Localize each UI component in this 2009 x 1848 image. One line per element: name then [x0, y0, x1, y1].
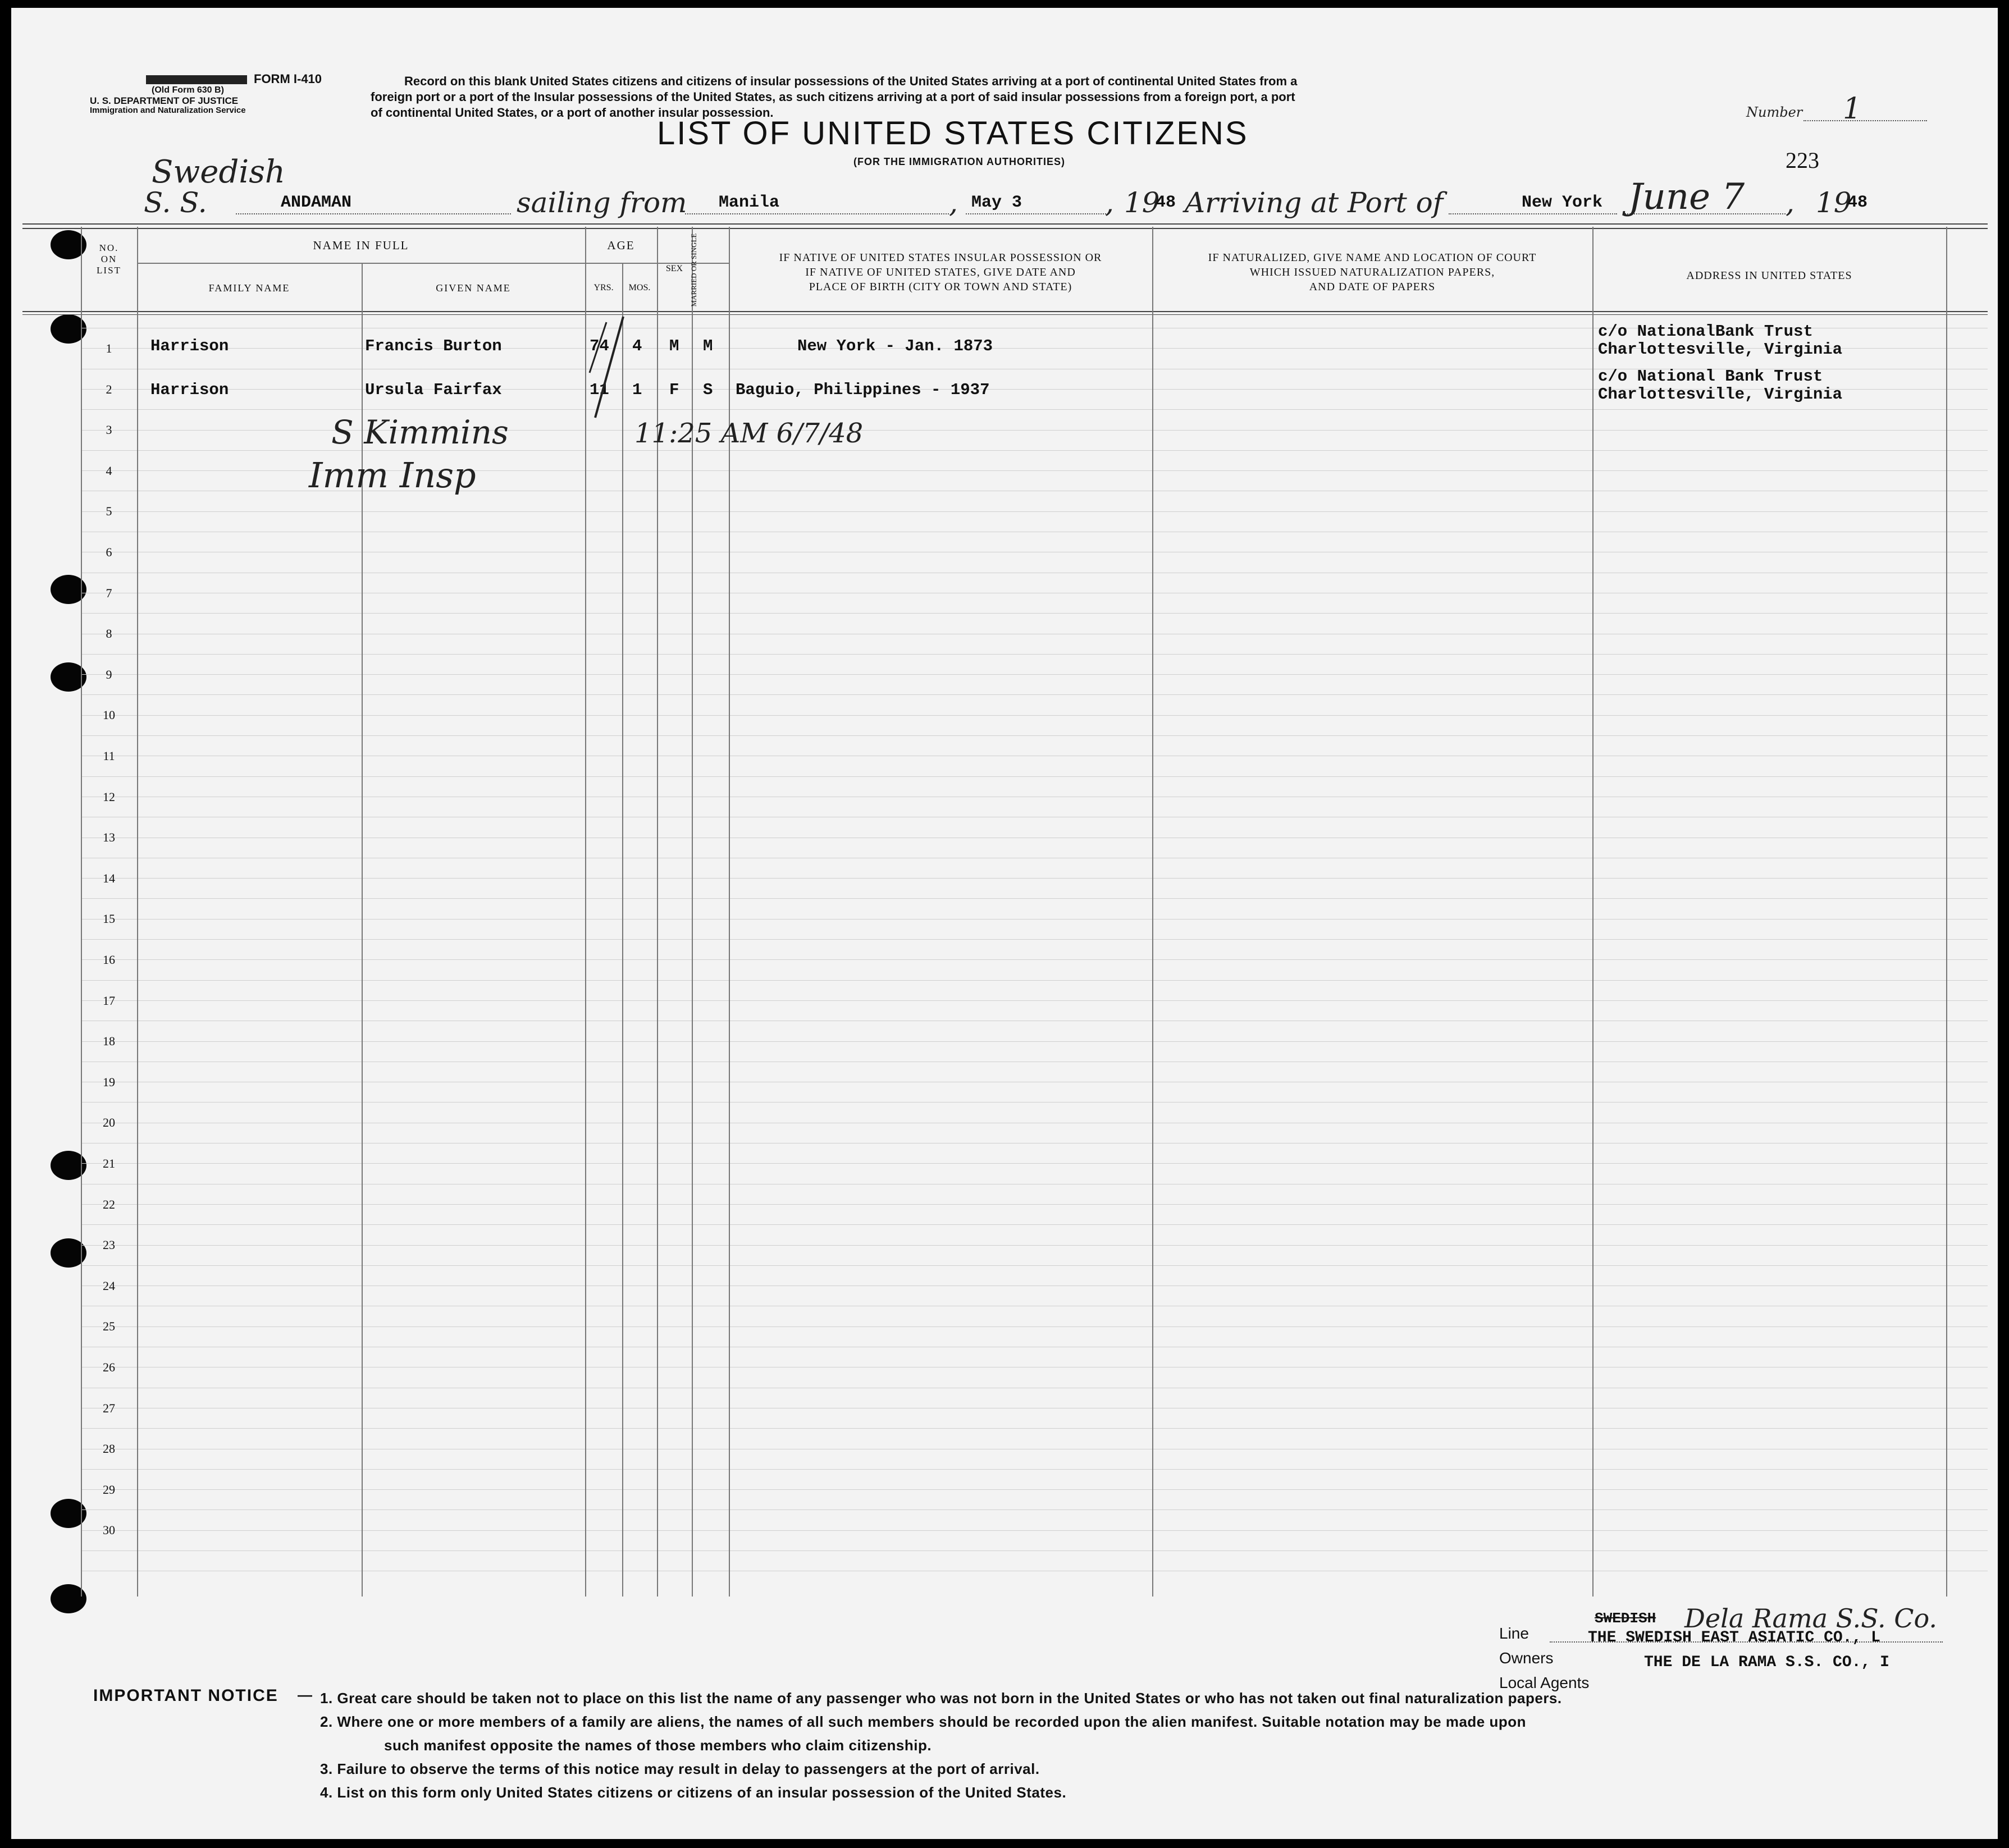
sex: M	[669, 337, 679, 355]
col-divider	[585, 227, 586, 1597]
col-divider	[622, 264, 623, 1597]
manifest-page	[11, 8, 1998, 1839]
notice-title: IMPORTANT NOTICE	[93, 1686, 278, 1705]
ruled-line	[81, 939, 1988, 940]
row-number: 12	[103, 789, 115, 804]
ruled-line	[81, 1224, 1988, 1225]
row-number: 8	[106, 626, 112, 641]
age-months: 4	[632, 337, 642, 355]
row-number: 3	[106, 423, 112, 437]
row-number: 15	[103, 912, 115, 926]
number-line	[1803, 120, 1927, 121]
row-number: 30	[103, 1523, 115, 1538]
old-form: (Old Form 630 B)	[152, 85, 224, 95]
ss-label: S. S.	[144, 186, 207, 219]
inspector-signature: S Kimmins	[331, 413, 509, 451]
ruled-line	[81, 1509, 1988, 1510]
row-number: 21	[103, 1156, 115, 1170]
table-header-bottom-rule	[22, 311, 1988, 315]
arrival-port: New York	[1522, 193, 1603, 212]
ruled-line	[81, 409, 1988, 410]
row-number: 29	[103, 1482, 115, 1497]
ruled-line	[81, 1489, 1988, 1490]
ruled-line	[81, 654, 1988, 655]
arrival-year-prefix: 19	[1816, 186, 1852, 219]
ruled-line	[81, 1265, 1988, 1266]
header-yrs: YRS.	[593, 283, 614, 292]
row-number: 5	[106, 504, 112, 519]
row-number: 11	[103, 749, 115, 763]
row-number: 9	[106, 667, 112, 681]
birth-place-date: Baguio, Philippines - 1937	[736, 381, 990, 399]
ruled-line	[81, 1326, 1988, 1327]
header-native: IF NATIVE OF UNITED STATES INSULAR POSSESSION OR IF NATIVE OF UNITED STATES, GIVE DATE AND PLACE OF BIRTH (CITY OR TOWN AND STATE)	[779, 251, 1102, 293]
row-number: 20	[103, 1115, 115, 1130]
header-no: NO. ON LIST	[97, 243, 121, 276]
arrival-year: 48	[1847, 193, 1868, 212]
ship-line	[236, 213, 511, 214]
arriving-label: Arriving at Port of	[1185, 186, 1444, 219]
row-number: 14	[103, 871, 115, 885]
age-months: 1	[632, 381, 642, 399]
depart-date-line	[966, 213, 1106, 214]
given-name: Francis Burton	[365, 337, 502, 355]
row-number: 27	[103, 1401, 115, 1415]
owners-label: Owners	[1499, 1649, 1554, 1667]
notice-3: 3. Failure to observe the terms of this notice may result in delay to passengers at the port of arrival.	[320, 1760, 1040, 1777]
from-port-line	[685, 213, 949, 214]
instructions-line-2: foreign port or a port of the Insular possessions of the United States, as such citizens arriving at a port of said insular possessions from a foreign port, a port	[371, 90, 1295, 104]
ruled-line	[81, 1428, 1988, 1429]
redaction-bar	[146, 75, 247, 84]
depart-year: 48	[1156, 193, 1176, 212]
header-naturalized: IF NATURALIZED, GIVE NAME AND LOCATION OF COURT WHICH ISSUED NATURALIZATION PAPERS, AND DATE OF PAPERS	[1208, 251, 1537, 293]
page-subtitle: (FOR THE IMMIGRATION AUTHORITIES)	[853, 156, 1065, 167]
row-number: 26	[103, 1360, 115, 1374]
col-divider	[137, 227, 138, 1597]
comma: ,	[949, 186, 958, 219]
ruled-line	[81, 1102, 1988, 1103]
ruled-line	[81, 1550, 1988, 1551]
comma: ,	[1105, 186, 1114, 219]
notice-2b: such manifest opposite the names of those members who claim citizenship.	[384, 1737, 932, 1754]
row-number: 22	[103, 1197, 115, 1211]
col-divider	[1152, 227, 1153, 1597]
row-number: 1	[106, 341, 112, 355]
ship-name: ANDAMAN	[281, 193, 352, 212]
handwritten-note: Swedish	[152, 154, 285, 190]
header-given-name: GIVEN NAME	[436, 282, 511, 294]
age-years: 74	[590, 337, 609, 355]
department: U. S. DEPARTMENT OF JUSTICE	[90, 95, 239, 106]
ruled-line	[81, 898, 1988, 899]
ruled-line	[81, 959, 1988, 960]
col-divider	[81, 227, 82, 1597]
given-name: Ursula Fairfax	[365, 381, 502, 399]
agents-label: Local Agents	[1499, 1674, 1590, 1691]
header-sex: SEX	[665, 264, 683, 273]
from-port: Manila	[719, 193, 780, 212]
arrival-port-line	[1449, 213, 1617, 214]
row-number: 16	[103, 953, 115, 967]
line-label: Line	[1499, 1625, 1529, 1642]
ruled-line	[81, 674, 1988, 675]
birth-place-date: New York - Jan. 1873	[797, 337, 993, 355]
service: Immigration and Naturalization Service	[90, 106, 246, 115]
row-number: 17	[103, 993, 115, 1008]
notice-2a: 2. Where one or more members of a family are aliens, the names of all such members should be recorded upon the alien manifest. Suitable notation may be made upon	[320, 1713, 1527, 1730]
depart-year-prefix: 19	[1124, 186, 1160, 219]
ruled-line	[81, 776, 1988, 777]
age-strike-mark	[584, 311, 634, 423]
ruled-line	[81, 1041, 1988, 1042]
ruled-line	[81, 694, 1988, 695]
depart-date: May 3	[971, 193, 1022, 212]
family-name: Harrison	[150, 381, 229, 399]
row-number: 23	[103, 1238, 115, 1252]
sex: F	[669, 381, 679, 399]
table-top-rule	[22, 223, 1988, 229]
notice-1: 1. Great care should be taken not to place on this list the name of any passenger who was not born in the United States or who has not taken out final naturalization papers.	[320, 1690, 1562, 1707]
inspector-note: Imm Insp	[309, 455, 476, 496]
ruled-line	[81, 1163, 1988, 1164]
row-number: 24	[103, 1278, 115, 1293]
header-name-in-full: NAME IN FULL	[313, 239, 409, 252]
page-title: LIST OF UNITED STATES CITIZENS	[657, 115, 1249, 152]
arrival-date: June 7	[1628, 176, 1745, 218]
marital-status: M	[703, 337, 713, 355]
ruled-line	[81, 715, 1988, 716]
header-age: AGE	[607, 239, 635, 252]
ruled-line	[81, 1204, 1988, 1205]
line-handwritten: Dela Rama S.S. Co.	[1684, 1603, 1937, 1634]
instructions-line-3: of continental United States, or a port of another insular possession.	[371, 106, 774, 120]
number-label: Number	[1746, 104, 1803, 120]
page-stamp: 223	[1786, 148, 1819, 173]
header-married: MARRIED OR SINGLE	[690, 233, 698, 307]
ruled-line	[81, 1000, 1988, 1001]
row-number: 7	[106, 585, 112, 600]
ruled-line	[81, 511, 1988, 512]
number-value: 1	[1843, 92, 1862, 126]
age-years: 11	[590, 381, 609, 399]
ruled-line	[81, 919, 1988, 920]
ruled-line	[81, 1245, 1988, 1246]
marital-status: S	[703, 381, 713, 399]
row-number: 10	[103, 708, 115, 722]
address-line-1: c/o National Bank Trust	[1598, 367, 1823, 386]
ruled-line	[81, 878, 1988, 879]
header-address: ADDRESS IN UNITED STATES	[1686, 269, 1852, 282]
family-name: Harrison	[150, 337, 229, 355]
row-number: 19	[103, 1074, 115, 1089]
name-subheader-rule	[137, 263, 729, 264]
address-line-2: Charlottesville, Virginia	[1598, 340, 1843, 359]
ruled-line	[81, 613, 1988, 614]
col-divider	[1946, 227, 1947, 1597]
owners-value: THE SWEDISH EAST ASIATIC CO., L	[1588, 1629, 1880, 1646]
row-number: 13	[103, 830, 115, 845]
inspection-time-stamp: 11:25 AM 6/7/48	[634, 418, 864, 449]
header-family-name: FAMILY NAME	[208, 282, 290, 294]
header-mos: MOS.	[628, 283, 651, 292]
ruled-line	[81, 1469, 1988, 1470]
row-number: 18	[103, 1034, 115, 1049]
notice-dash: —	[298, 1686, 313, 1703]
address-line-1: c/o NationalBank Trust	[1598, 322, 1813, 341]
ruled-line	[81, 735, 1988, 736]
row-number: 6	[106, 545, 112, 559]
ruled-line	[81, 980, 1988, 981]
form-number: FORM I-410	[146, 72, 322, 86]
address-line-2: Charlottesville, Virginia	[1598, 385, 1843, 404]
row-number: 28	[103, 1442, 115, 1456]
sailing-label: sailing from	[517, 186, 687, 219]
instructions-line-1: Record on this blank United States citizens and citizens of insular possessions of the United States arriving at a port of continental United States from a	[404, 74, 1298, 88]
comma: ,	[1786, 186, 1795, 219]
col-divider	[1592, 227, 1593, 1597]
row-number: 2	[106, 382, 112, 396]
agents-value: THE DE LA RAMA S.S. CO., I	[1644, 1654, 1889, 1671]
row-number: 4	[106, 463, 112, 478]
notice-4: 4. List on this form only United States citizens or citizens of an insular possession of the United States.	[320, 1784, 1067, 1801]
row-number: 25	[103, 1319, 115, 1334]
ruled-line	[81, 1530, 1988, 1531]
line-struck: SWEDISH	[1595, 1610, 1656, 1627]
